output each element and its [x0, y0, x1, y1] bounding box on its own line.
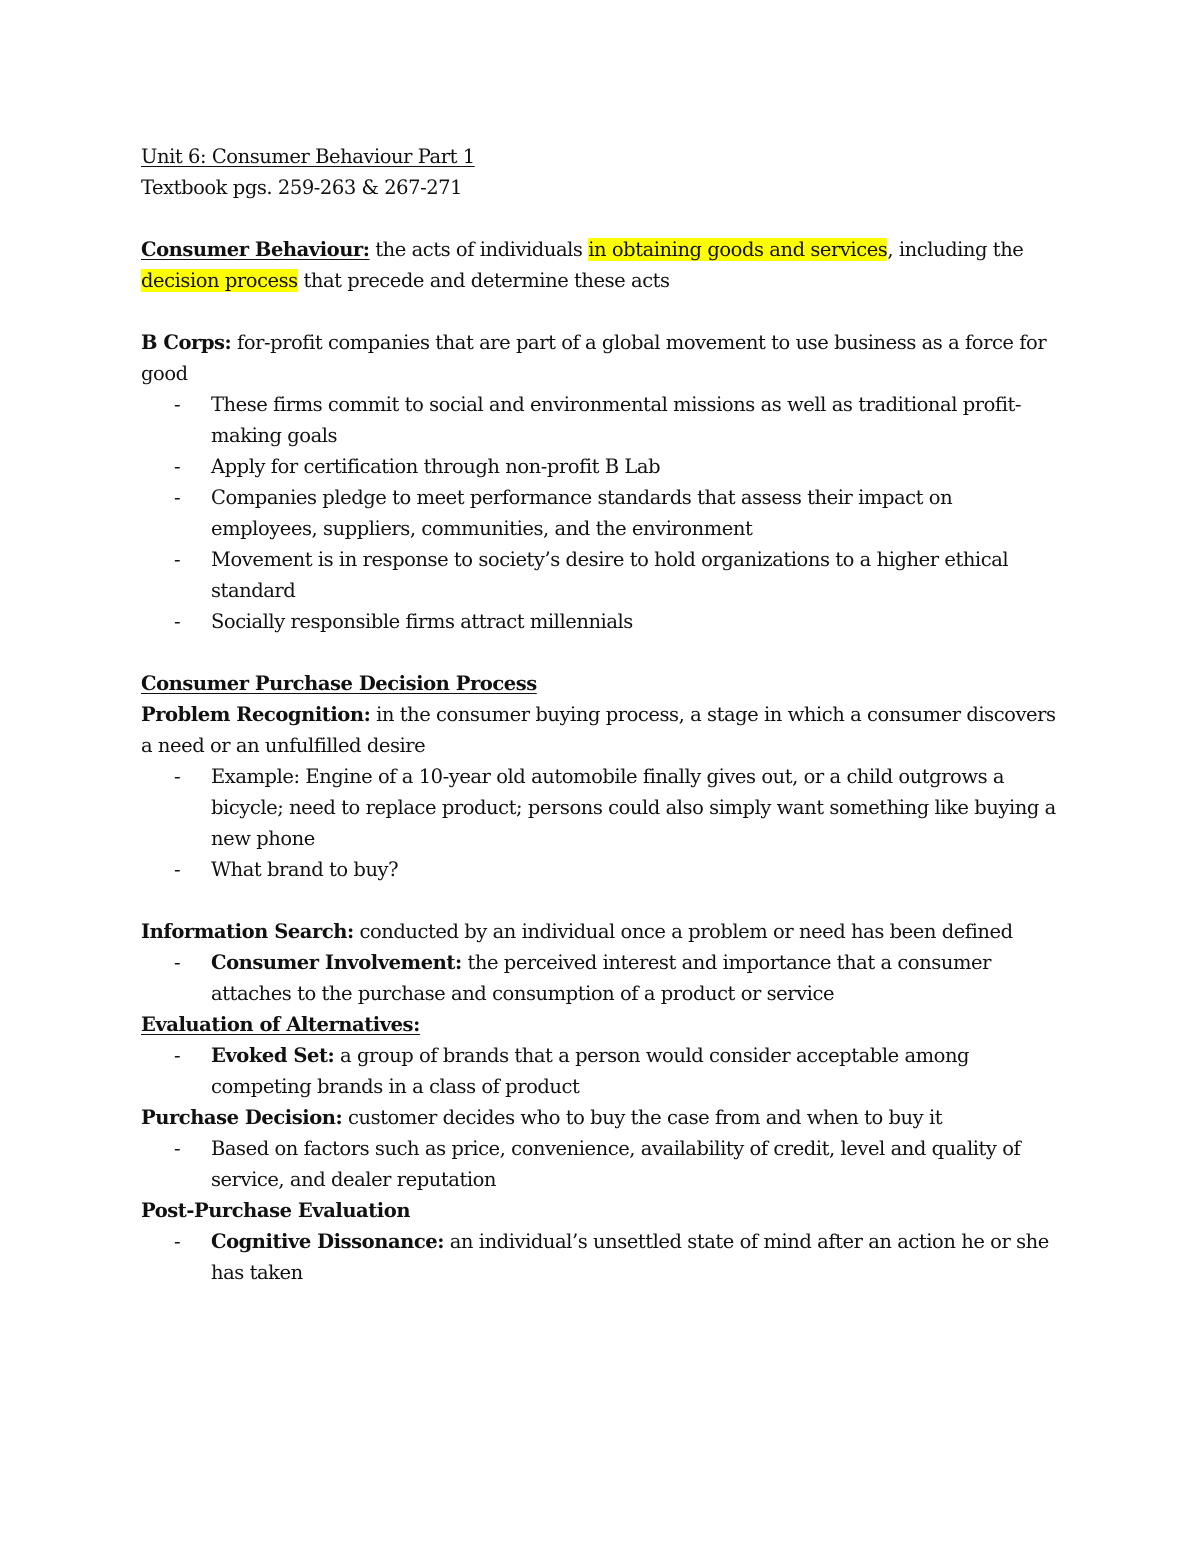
information-search-bullet-list [141, 947, 1061, 1009]
purchase-decision-bullet-list [141, 1133, 1061, 1195]
spacer [141, 296, 1061, 327]
dash-bullet: - [174, 610, 181, 633]
list-item-text: Example: Engine of a 10-year old automobile finally gives out, or a child outgrows a bicycle; need to replace product; persons could also simply want something like buying a new phone [211, 765, 1056, 850]
list-item-text: a group of brands that a person would consider acceptable among competing brands in a class of product [211, 1044, 970, 1098]
term-problem-recognition: Problem Recognition: [141, 703, 371, 726]
spacer [141, 637, 1061, 668]
definition-text: the acts of individuals [369, 238, 589, 261]
definition-text: , including the [887, 238, 1024, 261]
list-item-text: an individual’s unsettled state of mind after an action he or she has taken [211, 1230, 1049, 1284]
dash-bullet: - [174, 765, 181, 788]
dash-bullet: - [174, 393, 181, 416]
list-item-text: These firms commit to social and environmental missions as well as traditional profit-making goals [211, 393, 1022, 447]
post-purchase-bullet-list [141, 1226, 1061, 1288]
list-item [141, 1226, 1061, 1288]
information-search-definition [141, 916, 1061, 947]
textbook-pages: Textbook pgs. 259-263 & 267-271 [141, 176, 463, 199]
definition-text: in the consumer buying process, a stage in which a consumer discovers a need or an unfulfilled desire [141, 703, 1056, 757]
term-evaluation-of-alternatives: Evaluation of Alternatives: [141, 1013, 420, 1036]
list-item [141, 854, 1061, 885]
list-item [141, 451, 1061, 482]
dash-bullet: - [174, 858, 181, 881]
highlight-obtaining-goods: in obtaining goods and services [588, 238, 888, 261]
list-item [141, 761, 1061, 854]
term-b-corps: B Corps: [141, 331, 232, 354]
dash-bullet: - [174, 455, 181, 478]
list-item [141, 1040, 1061, 1102]
term-information-search: Information Search: [141, 920, 354, 943]
definition-text: conducted by an individual once a problem or need has been defined [353, 920, 1013, 943]
b-corps-bullet-list [141, 389, 1061, 637]
list-item-text: Movement is in response to society’s desire to hold organizations to a higher ethical standard [211, 548, 1009, 602]
purchase-decision-definition [141, 1102, 1061, 1133]
dash-bullet: - [174, 1137, 181, 1160]
document-title: Unit 6: Consumer Behaviour Part 1 [141, 145, 475, 168]
term-post-purchase-evaluation: Post-Purchase Evaluation [141, 1199, 411, 1222]
b-corps-definition [141, 327, 1061, 389]
section-heading-decision-process: Consumer Purchase Decision Process [141, 672, 537, 695]
list-item-text: Based on factors such as price, convenience, availability of credit, level and quality of service, and dealer reputation [211, 1137, 1021, 1191]
list-item-text: Companies pledge to meet performance standards that assess their impact on employees, suppliers, communities, and the environment [211, 486, 953, 540]
dash-bullet: - [174, 1044, 181, 1067]
definition-text: for-profit companies that are part of a global movement to use business as a force for good [141, 331, 1047, 385]
dash-bullet: - [174, 548, 181, 571]
term-purchase-decision: Purchase Decision: [141, 1106, 343, 1129]
list-item [141, 1133, 1061, 1195]
list-item-text: Apply for certification through non-profit B Lab [211, 455, 661, 478]
list-item [141, 606, 1061, 637]
problem-recognition-bullet-list [141, 761, 1061, 885]
problem-recognition-definition [141, 699, 1061, 761]
definition-text: that precede and determine these acts [297, 269, 670, 292]
spacer [141, 203, 1061, 234]
list-item [141, 389, 1061, 451]
list-item [141, 544, 1061, 606]
term-cognitive-dissonance: Cognitive Dissonance: [211, 1230, 444, 1253]
dash-bullet: - [174, 486, 181, 509]
list-item-text: What brand to buy? [211, 858, 399, 881]
document-body [141, 141, 1061, 1288]
evaluation-bullet-list [141, 1040, 1061, 1102]
dash-bullet: - [174, 1230, 181, 1253]
spacer [141, 885, 1061, 916]
list-item-text: the perceived interest and importance that a consumer attaches to the purchase and consumption of a product or service [211, 951, 991, 1005]
dash-bullet: - [174, 951, 181, 974]
term-consumer-behaviour: Consumer Behaviour: [141, 238, 370, 261]
definition-text: customer decides who to buy the case from and when to buy it [342, 1106, 943, 1129]
list-item [141, 947, 1061, 1009]
term-consumer-involvement: Consumer Involvement: [211, 951, 462, 974]
term-evoked-set: Evoked Set: [211, 1044, 335, 1067]
consumer-behaviour-definition [141, 234, 1061, 296]
list-item [141, 482, 1061, 544]
list-item-text: Socially responsible firms attract millennials [211, 610, 633, 633]
highlight-decision-process: decision process [141, 269, 298, 292]
